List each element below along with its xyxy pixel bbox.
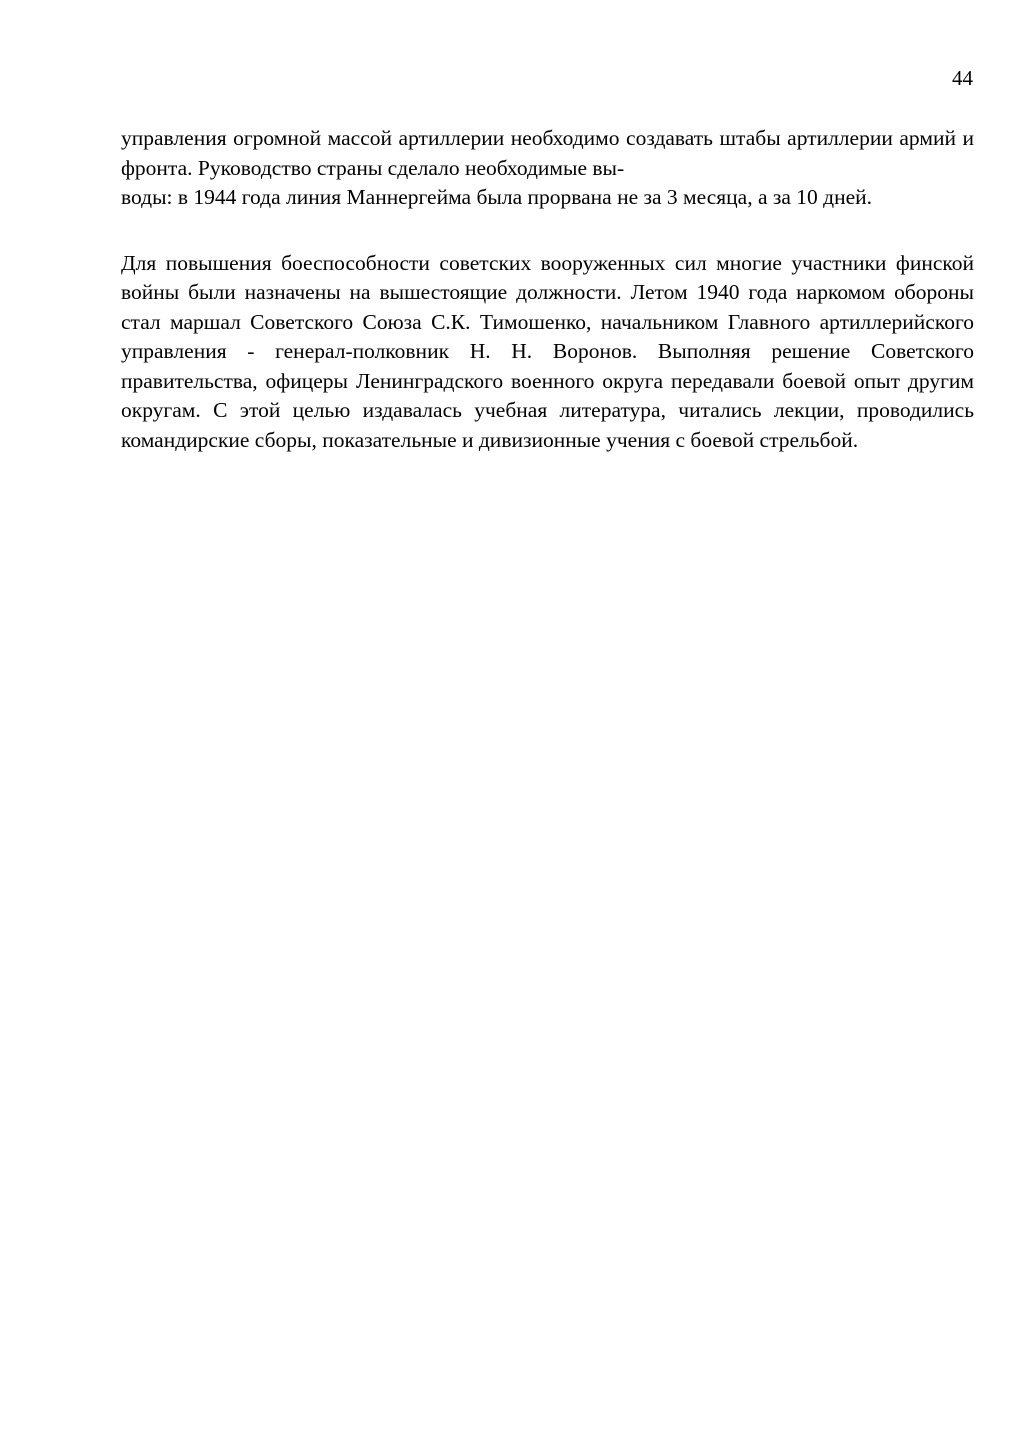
page-body <box>121 124 974 455</box>
page-number: 44 <box>952 66 973 90</box>
paragraph-2: Для повышения боеспособности советских вооруженных сил многие участники финской войны были назначены на вышестоящие должности. Летом 1940 года наркомом обороны стал маршал Советского Союза С.К. Тимошенко, начальником Главного артиллерийского управления - генерал-полковник Н. Н. Воронов. Выполняя решение Советского правительства, офицеры Ленинградского военного округа передавали боевой опыт другим округам. С этой целью издавалась учебная литература, читались лекции, проводились командирские сборы, показательные и дивизионные учения с боевой стрельбой. <box>121 250 974 452</box>
paragraph-1: управления огромной массой артиллерии необходимо создавать штабы артиллерии армий и фронта. Руководство страны сделало необходимые вы- воды: в 1944 года линия Маннергейма была прорвана не за 3 месяца, а за 10 дней. <box>121 126 974 209</box>
